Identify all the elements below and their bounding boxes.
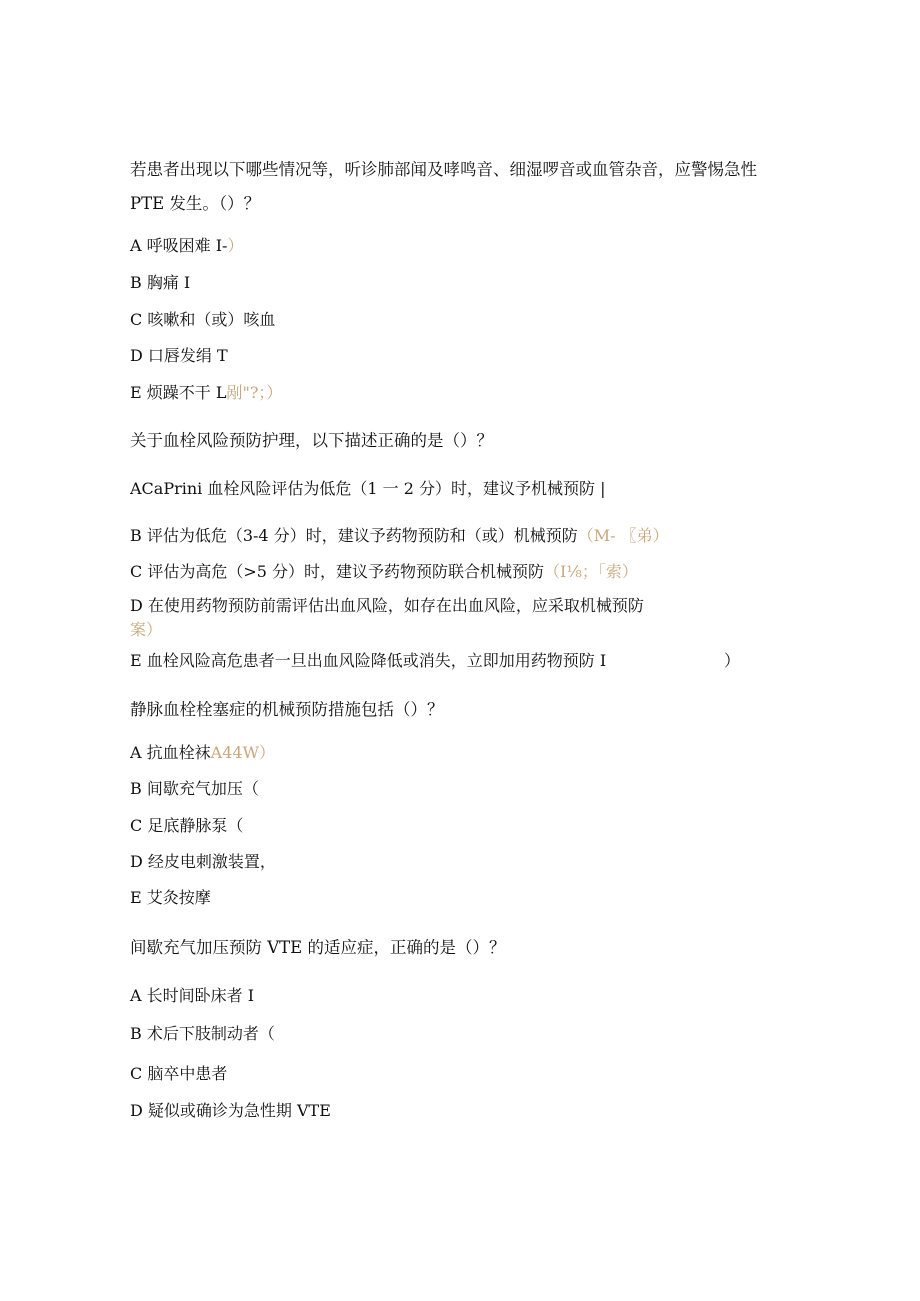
question-2-option-c <box>130 561 638 583</box>
question-2-option-d-note: 案） <box>130 620 163 639</box>
question-4-option-c <box>130 1063 227 1085</box>
option-text: D 疑似或确诊为急性期 VTE <box>130 1101 331 1120</box>
option-text: B 间歇充气加压（ <box>130 779 259 798</box>
option-text: D 口唇发绢 T <box>130 346 228 365</box>
question-2-stem: 关于血栓风险预防护理，以下描述正确的是（）？ <box>130 431 493 450</box>
option-text: C 足底静脉泵（ <box>130 816 244 835</box>
question-1-option-e <box>130 382 282 404</box>
option-text: E 烦躁不干 L <box>130 383 227 402</box>
option-note: （I⅛；「索） <box>544 562 638 581</box>
question-1-option-c <box>130 309 275 331</box>
option-text: B 术后下肢制动者（ <box>130 1024 275 1043</box>
option-note: 剐"?；） <box>226 383 283 402</box>
question-1-option-b <box>130 272 190 294</box>
option-note: （M- 〖弟） <box>577 526 669 545</box>
question-4-stem: 间歇充气加压预防 VTE 的适应症，正确的是（）？ <box>130 938 506 957</box>
question-3-option-d <box>130 851 276 873</box>
option-text: C 评估为高危（>5 分）时，建议予药物预防联合机械预防 <box>130 562 545 581</box>
option-text: B 胸痛 I <box>130 273 191 292</box>
option-text: ACaPrini 血栓风险评估为低危（1 一 2 分）时，建议予机械预防 | <box>130 479 606 498</box>
question-4-option-b <box>130 1023 275 1045</box>
option-note: ） <box>227 236 244 255</box>
option-text: E 艾灸按摩 <box>130 888 211 907</box>
option-text: C 脑卒中患者 <box>130 1064 228 1083</box>
question-3-option-a <box>130 742 275 764</box>
question-1-stem-line-1: 若患者出现以下哪些情况等，听诊肺部闻及哮鸣音、细湿啰音或血管杂音，应警惕急性 <box>130 160 757 179</box>
question-3-stem: 静脉血栓栓塞症的机械预防措施包括（）？ <box>130 700 444 719</box>
question-3-option-b <box>130 778 259 800</box>
question-4-option-d <box>130 1100 331 1122</box>
question-1-option-a <box>130 235 243 257</box>
question-4-option-a <box>130 985 254 1007</box>
option-text: A 抗血栓袜 <box>130 743 211 762</box>
question-1-option-d <box>130 345 228 367</box>
question-1-stem-line-2: PTE 发生。（）？ <box>130 194 261 213</box>
option-text: A 呼吸困难 I- <box>130 236 228 255</box>
question-2-option-e-note: ） <box>724 651 741 670</box>
option-text: C 咳嗽和（或）咳血 <box>130 310 276 329</box>
option-text: B 评估为低危（3-4 分）时，建议予药物预防和（或）机械预防 <box>130 526 578 545</box>
option-note: A44W） <box>210 743 276 762</box>
option-text: D 经皮电刺激装置， <box>130 852 276 871</box>
question-2-option-d: D 在使用药物预防前需评估出血风险，如存在出血风险，应采取机械预防 <box>130 596 644 615</box>
option-text: A 长时间卧床者 I <box>130 986 255 1005</box>
question-2-option-a <box>130 478 605 500</box>
question-2-option-b <box>130 525 669 547</box>
question-3-option-e <box>130 887 211 909</box>
question-3-option-c <box>130 815 243 837</box>
question-2-option-e: E 血栓风险高危患者一旦出血风险降低或消失，立即加用药物预防 I <box>130 651 607 670</box>
